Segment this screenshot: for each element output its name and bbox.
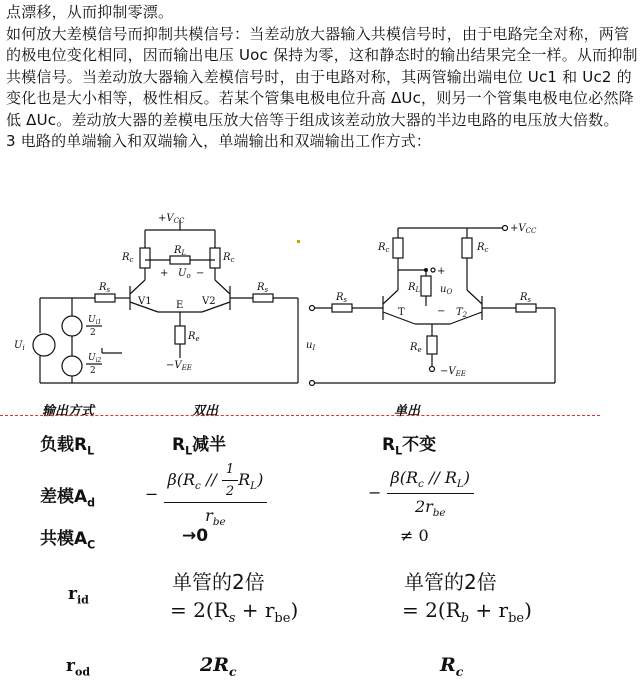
left-uo-label: U	[178, 268, 187, 279]
row-rid-single-l1: 单管的2倍	[404, 570, 497, 594]
svg-text:T2: $T_2$	[456, 307, 468, 319]
row-common-gain-single: ≠ 0	[400, 526, 429, 545]
svg-text:Rc: $R_c$	[477, 242, 489, 254]
svg-text:Rs: $R_s$	[336, 292, 348, 304]
right-rc2-label: R	[477, 242, 485, 253]
svg-text:Rc: $R_c$	[378, 242, 390, 254]
svg-text:−VEE: $-V_{EE}$	[440, 366, 466, 378]
left-node-e: E	[176, 300, 184, 311]
header-single-output: 单出	[394, 404, 421, 419]
svg-text:+VCC: $+V_{CC}$	[510, 223, 537, 235]
right-ui-label: u	[306, 340, 313, 351]
right-vcc: +V	[510, 223, 526, 234]
svg-text:−VEE: $-V_{EE}$	[166, 360, 192, 372]
left-rc2-label: R	[223, 252, 231, 263]
row-load-double: $R_L$减半	[172, 435, 227, 458]
svg-text:Rs: $R_s$	[257, 282, 269, 294]
right-uo-label: u	[440, 284, 447, 295]
comparison-table	[0, 398, 644, 692]
svg-text:RL: $R_L$	[408, 282, 421, 294]
row-diff-gain-double: − $\beta(R_c$ // $\frac{1}{2}$ $R_L$) $r_{be}$	[145, 462, 267, 528]
row-rod-single: $R_c$	[440, 654, 464, 679]
left-ui2-label: U	[88, 353, 96, 363]
svg-text:uI: $u_I$	[306, 340, 316, 352]
svg-text:Rs: $R_s$	[520, 292, 532, 304]
row-rod-label: $r_{od}$	[66, 656, 91, 679]
text-para-1: 如何放大差模信号而抑制共模信号：当差动放大器输入共模信号时，由于电路完全对称，两管的极电位变化相同，因而输出电压 Uoc 保持为零，这和静态时的输出结果完全一样。从而抑制共模信号。当差动放大器输入差模信号时，由于电路对称，其两管输出端电位 Uc1 和 Uc2 的变化也是大小相等，极性相反。若某个管集电极电位升高 ΔUc，则另一个管集电极电位必然降低 ΔUc。差动放大器的差模电压放大倍等于组成该差动放大器的半边电路的电压放大倍数。	[6, 24, 638, 129]
row-load-single: $R_L$不变	[382, 435, 437, 458]
row-diff-gain-label: 差模$A_d$	[40, 487, 96, 510]
svg-text:−: −	[437, 306, 446, 317]
row-load-label: 负载$R_L$	[40, 435, 95, 458]
circuit-diagrams	[0, 208, 644, 398]
right-re-label: R	[410, 342, 418, 353]
header-double-output: 双出	[192, 404, 219, 419]
row-diff-gain-single: − $\frac{\beta(R_c // R_L)}{2r_{be}}$	[368, 468, 474, 519]
svg-text:uO: $u_O$	[440, 284, 453, 296]
svg-text:Re: $R_e$	[410, 342, 422, 354]
right-rc1-label: R	[378, 242, 386, 253]
row-common-gain-double: →0	[182, 526, 209, 546]
body-text	[6, 2, 640, 153]
right-vee-label: −V	[440, 366, 456, 377]
svg-text:+VCC: $+V_{CC}$	[158, 213, 185, 225]
left-vee-label: −V	[166, 360, 182, 371]
text-line-0: 点漂移，从而抑制零漂。	[6, 3, 174, 21]
svg-text:2: 2	[90, 328, 96, 338]
svg-text:RL: $R_L$	[174, 245, 187, 257]
row-rod-double: $2R_c$	[200, 654, 237, 679]
left-q1-label: V1	[138, 296, 152, 307]
row-common-gain-label: 共模$A_C$	[40, 529, 96, 552]
left-ui1-label: U	[88, 315, 96, 325]
right-circuit	[306, 223, 555, 386]
left-rs2-label: R	[257, 282, 265, 293]
svg-text:+: +	[437, 266, 446, 277]
left-rc1-label: R	[122, 252, 130, 263]
svg-text:Re: $R_e$	[188, 331, 200, 343]
row-rid-double-l2: = $2(R_s + r_{be})$	[170, 598, 299, 626]
right-q2-label: T	[456, 307, 463, 318]
left-q2-label: V2	[202, 296, 216, 307]
svg-text:Rs: $R_s$	[99, 282, 111, 294]
left-rl-label: R	[174, 245, 182, 256]
left-rs1-label: R	[99, 282, 107, 293]
text-section-3: 3 电路的单端输入和双端输入，单端输出和双端输出工作方式：	[6, 132, 432, 150]
svg-text:Ui1: $U_{i1}$	[88, 315, 102, 326]
svg-text:2: 2	[90, 366, 96, 376]
svg-text:Ui: $U_i$	[14, 340, 25, 352]
right-rl-label: R	[408, 282, 416, 293]
header-output-mode: 输出方式	[42, 404, 95, 419]
svg-text:Rc: $R_c$	[122, 252, 134, 264]
svg-text:+: +	[160, 268, 169, 279]
left-vcc: +V	[158, 213, 174, 224]
svg-text:Rc: $R_c$	[223, 252, 235, 264]
svg-text:Uo: $U_o$	[178, 268, 191, 280]
left-re-label: R	[188, 331, 196, 342]
svg-text:−: −	[196, 268, 205, 279]
left-circuit	[14, 213, 298, 383]
row-rid-double-l1: 单管的2倍	[172, 570, 265, 594]
row-rid-single-l2: = $2(R_b + r_{be})$	[402, 598, 532, 626]
row-rid-label: $r_{id}$	[68, 584, 89, 607]
svg-text:Ui2: $U_{i2}$	[88, 353, 102, 364]
left-ui-label: U	[14, 340, 23, 351]
right-q1-label: T	[398, 307, 405, 318]
right-rb1-label: R	[336, 292, 344, 303]
right-rb2-label: R	[520, 292, 528, 303]
header-divider	[0, 415, 600, 416]
